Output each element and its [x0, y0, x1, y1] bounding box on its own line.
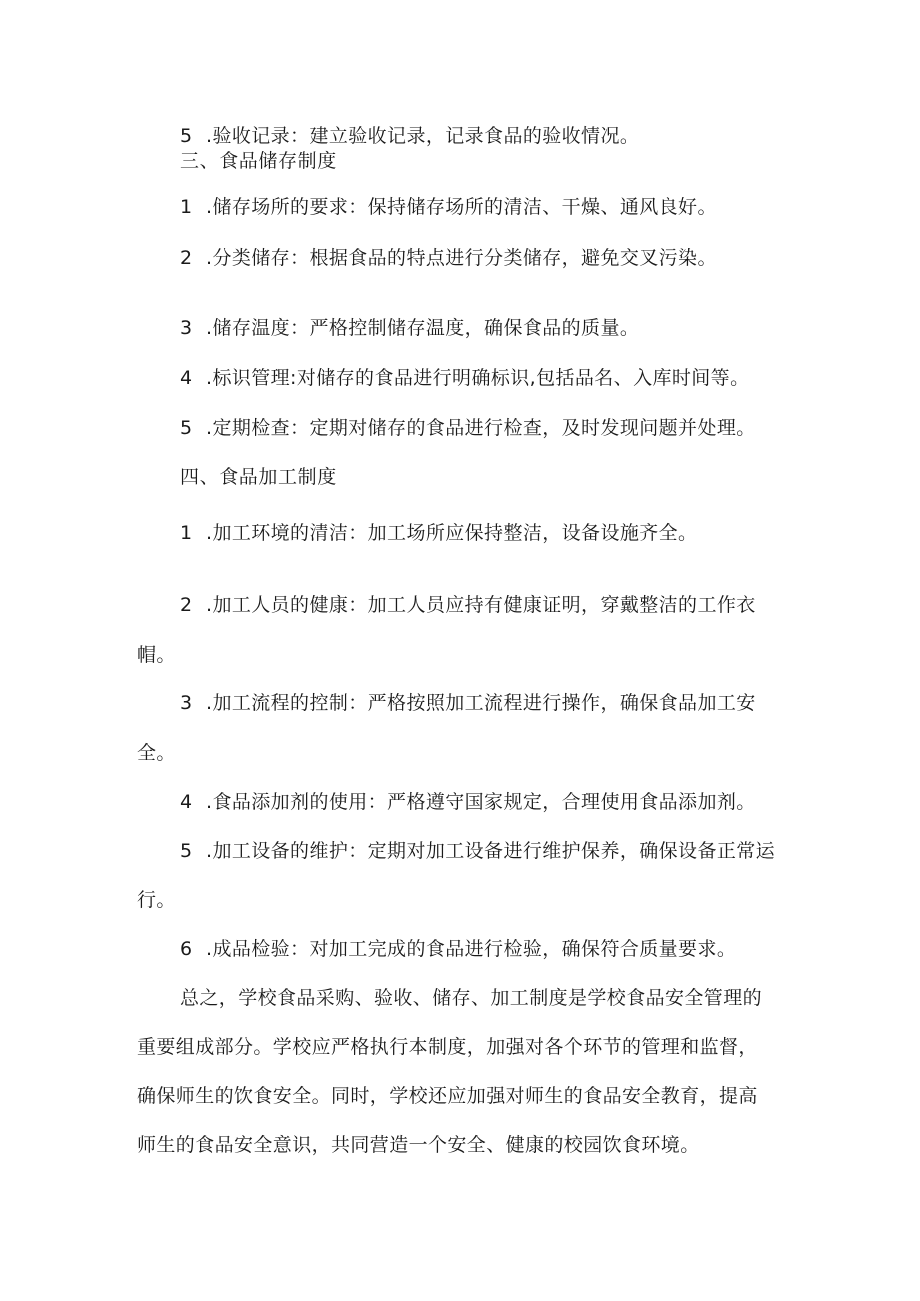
- item-number: 4: [180, 367, 193, 389]
- item-text: 帽。: [137, 644, 176, 666]
- paragraph-text: 重要组成部分。学校应严格执行本制度，加强对各个环节的管理和监督，: [137, 1036, 758, 1058]
- item-text: .验收记录：建立验收记录，记录食品的验收情况。: [206, 125, 640, 147]
- item-line: [180, 195, 717, 219]
- conclusion-line: [180, 986, 762, 1010]
- item-line: [180, 124, 639, 148]
- item-number: 4: [180, 791, 193, 813]
- item-text: .储存温度：严格控制储存温度，确保食品的质量。: [206, 317, 640, 339]
- item-text: 全。: [137, 742, 176, 764]
- conclusion-line: [137, 1084, 758, 1108]
- item-text: .加工设备的维护：定期对加工设备进行维护保养，确保设备正常运: [206, 840, 776, 862]
- item-number: 2: [180, 594, 193, 616]
- item-text: 行。: [137, 889, 176, 911]
- item-text: .加工流程的控制：严格按照加工流程进行操作，确保食品加工安: [206, 692, 756, 714]
- item-text: .分类储存：根据食品的特点进行分类储存，避免交叉污染。: [206, 247, 717, 269]
- item-number: 2: [180, 247, 193, 269]
- item-number: 6: [180, 938, 193, 960]
- item-line: [180, 246, 717, 270]
- item-text: .加工环境的清洁：加工场所应保持整洁，设备设施齐全。: [206, 522, 698, 544]
- item-text: .成品检验：对加工完成的食品进行检验，确保符合质量要求。: [206, 938, 737, 960]
- item-line: [180, 366, 749, 390]
- paragraph-text: 确保师生的饮食安全。同时，学校还应加强对师生的食品安全教育，提高: [137, 1085, 758, 1107]
- item-line: [180, 937, 736, 961]
- item-text: .储存场所的要求：保持储存场所的清洁、干燥、通风良好。: [206, 196, 717, 218]
- item-number: 5: [180, 125, 193, 147]
- item-line: [180, 593, 756, 617]
- item-number: 1: [180, 196, 193, 218]
- section-heading-text: 四、食品加工制度: [180, 466, 337, 488]
- item-continuation: [137, 643, 176, 667]
- item-number: 1: [180, 522, 193, 544]
- item-continuation: [137, 888, 176, 912]
- item-number: 5: [180, 417, 193, 439]
- item-text: .食品添加剂的使用：严格遵守国家规定，合理使用食品添加剂。: [206, 791, 756, 813]
- conclusion-line: [137, 1035, 758, 1059]
- item-number: 3: [180, 692, 193, 714]
- conclusion-line: [137, 1133, 700, 1157]
- item-line: [180, 521, 697, 545]
- section-heading: [180, 465, 337, 489]
- item-line: [180, 839, 775, 863]
- section-heading: [180, 149, 337, 173]
- item-continuation: [137, 741, 176, 765]
- paragraph-text: 师生的食品安全意识，共同营造一个安全、健康的校园饮食环境。: [137, 1134, 700, 1156]
- item-text: .标识管理:对储存的食品进行明确标识,包括品名、入库时间等。: [206, 367, 750, 389]
- item-text: .定期检查：定期对储存的食品进行检查，及时发现问题并处理。: [206, 417, 756, 439]
- item-text: .加工人员的健康：加工人员应持有健康证明，穿戴整洁的工作衣: [206, 594, 756, 616]
- item-line: [180, 790, 756, 814]
- item-number: 3: [180, 317, 193, 339]
- section-heading-text: 三、食品储存制度: [180, 150, 337, 172]
- paragraph-text: 总之，学校食品采购、验收、储存、加工制度是学校食品安全管理的: [180, 987, 763, 1009]
- item-number: 5: [180, 840, 193, 862]
- item-line: [180, 416, 756, 440]
- item-line: [180, 316, 639, 340]
- item-line: [180, 691, 756, 715]
